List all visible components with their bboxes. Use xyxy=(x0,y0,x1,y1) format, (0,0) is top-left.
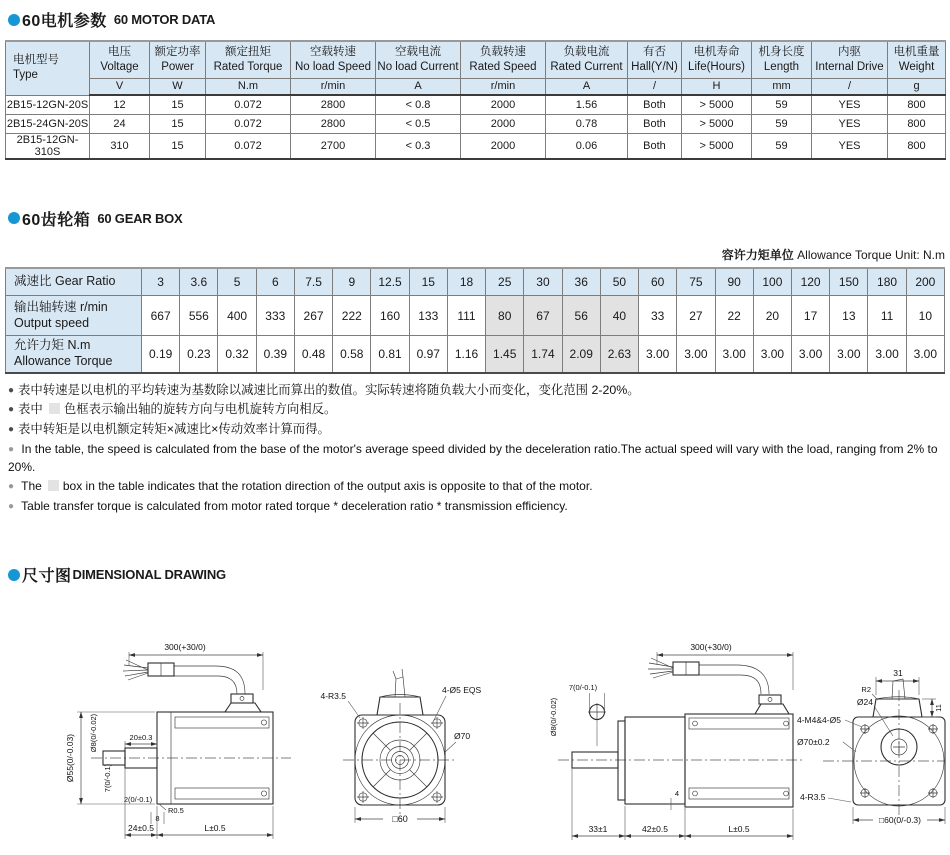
cell: Both xyxy=(628,95,682,114)
col-header-hall: 有否 Hall(Y/N) xyxy=(628,41,682,78)
cell: 15 xyxy=(150,114,206,133)
cell: 133 xyxy=(409,296,447,336)
cell: 0.97 xyxy=(409,336,447,373)
row-header-gear-ratio: 减速比 Gear Ratio xyxy=(6,268,142,296)
cell: 310 xyxy=(90,133,150,159)
gray-box-swatch xyxy=(48,480,59,491)
drawing-front-view-motor xyxy=(320,669,481,824)
unit-cell: N.m xyxy=(206,78,291,95)
drawing-side-view-motor xyxy=(65,642,291,839)
col-header-rated-speed: 负载转速 Rated Speed xyxy=(461,41,546,78)
cell: 22 xyxy=(715,296,753,336)
cell: 33 xyxy=(639,296,677,336)
col-header-length: 机身长度 Length xyxy=(752,41,812,78)
dim-corner-radius: 4-R3.5 xyxy=(800,792,826,803)
dim-step: 2(0/-0.1) xyxy=(123,795,153,805)
cell: 75 xyxy=(677,268,715,296)
drawings-svg xyxy=(5,600,945,850)
gear-ratio-row xyxy=(6,268,945,296)
bullet-dot-icon xyxy=(8,569,20,581)
cell: 59 xyxy=(752,114,812,133)
cell: > 5000 xyxy=(682,114,752,133)
cell: 15 xyxy=(409,268,447,296)
cell-reverse-rotation: 2.63 xyxy=(600,336,638,373)
cell: 59 xyxy=(752,133,812,159)
cell: 2B15-12GN-20S xyxy=(6,95,90,114)
dim-boss-diameter: Ø24 xyxy=(856,697,873,708)
cell: 0.072 xyxy=(206,114,291,133)
cell: 3.00 xyxy=(715,336,753,373)
section-title-en: DIMENSIONAL DRAWING xyxy=(72,567,226,583)
note-en-torque: ● Table transfer torque is calculated from motor rated torque * deceleration ratio * transmission efficiency. xyxy=(8,498,568,513)
motor-data-section-header xyxy=(8,8,945,31)
motor-data-table xyxy=(5,40,946,160)
cell: 333 xyxy=(256,296,294,336)
cell: 2B15-12GN-310S xyxy=(6,133,90,159)
unit-cell: W xyxy=(150,78,206,95)
cell: 2000 xyxy=(461,133,546,159)
note-zh-torque: ● 表中转矩是以电机额定转矩×减速比×传动效率计算而得。 xyxy=(8,422,330,437)
unit-cell: mm xyxy=(752,78,812,95)
cell: 13 xyxy=(830,296,868,336)
cell: 3.00 xyxy=(639,336,677,373)
cell: 3.00 xyxy=(830,336,868,373)
cell: 2800 xyxy=(291,95,376,114)
col-header-weight: 电机重量 Weight xyxy=(888,41,946,78)
cell: 6 xyxy=(256,268,294,296)
unit-cell: / xyxy=(628,78,682,95)
cell-reverse-rotation: 56 xyxy=(562,296,600,336)
dim-boss-width: 31 xyxy=(893,668,903,679)
col-header-en: Type xyxy=(13,69,38,82)
dim-shaft-length: 33±1 xyxy=(588,824,608,835)
col-header-voltage: 电压 Voltage xyxy=(90,41,150,78)
section-title-en: 60 MOTOR DATA xyxy=(113,12,216,27)
cell: 3.00 xyxy=(753,336,791,373)
dim-gearbox-length: 42±0.5 xyxy=(642,824,668,835)
cell: 3.00 xyxy=(906,336,944,373)
allowance-torque-row xyxy=(6,336,945,373)
cell: 180 xyxy=(868,268,906,296)
dim-body-length: L±0.5 xyxy=(204,823,226,834)
note-en-reverse: ● The box in the table indicates that the rotation direction of the output axis is opposite to that of the motor. xyxy=(8,479,593,494)
cell: 11 xyxy=(868,296,906,336)
dim-front-length: 24±0.5 xyxy=(128,823,154,834)
dim-boss-height: 11 xyxy=(934,704,943,712)
dim-boss-radius: R2 xyxy=(861,685,871,695)
cell: 12 xyxy=(90,95,150,114)
dim-fillet: R0.5 xyxy=(168,806,184,816)
dim-mounting-holes: 4-M4&4-Ø5 xyxy=(797,715,841,726)
cell-reverse-rotation: 1.45 xyxy=(486,336,524,373)
unit-cell: A xyxy=(376,78,461,95)
cell: < 0.8 xyxy=(376,95,461,114)
cell: 3 xyxy=(142,268,180,296)
cell: 2000 xyxy=(461,95,546,114)
col-header-noload-speed: 空载转速 No load Speed xyxy=(291,41,376,78)
motor-header-row xyxy=(6,41,946,78)
cell: YES xyxy=(812,95,888,114)
unit-cell: r/min xyxy=(461,78,546,95)
cell: 0.23 xyxy=(180,336,218,373)
cell: 800 xyxy=(888,114,946,133)
dim-square-size: □60(0/-0.3) xyxy=(879,815,921,826)
cell: 800 xyxy=(888,133,946,159)
note-zh-speed: ● 表中转速是以电机的平均转速为基数除以减速比而算出的数值。实际转速将随负载大小而变化，变化范围 2-20%。 xyxy=(8,382,640,397)
cell: 556 xyxy=(180,296,218,336)
motor-row xyxy=(6,114,946,133)
section-title-zh: 60电机参数 xyxy=(22,13,107,30)
gear-box-table xyxy=(5,267,945,374)
cell: 25 xyxy=(486,268,524,296)
cell: < 0.3 xyxy=(376,133,461,159)
footnotes xyxy=(8,382,945,516)
cell: 59 xyxy=(752,95,812,114)
drawing-side-view-gearmotor xyxy=(549,642,805,840)
cell: 0.19 xyxy=(142,336,180,373)
cell: 27 xyxy=(677,296,715,336)
cell: > 5000 xyxy=(682,133,752,159)
cell: 90 xyxy=(715,268,753,296)
cell: 3.00 xyxy=(868,336,906,373)
unit-cell: r/min xyxy=(291,78,376,95)
unit-cell: / xyxy=(812,78,888,95)
cell: 267 xyxy=(294,296,332,336)
col-header-rated-torque: 额定扭矩 Rated Torque xyxy=(206,41,291,78)
cell: 24 xyxy=(90,114,150,133)
cell: 7.5 xyxy=(294,268,332,296)
dim-cable-length: 300(+30/0) xyxy=(164,642,206,653)
col-header-noload-current: 空载电流 No load Current xyxy=(376,41,461,78)
cell: 36 xyxy=(562,268,600,296)
dim-key-flat: 7(0/-0.1) xyxy=(103,763,112,793)
cell-reverse-rotation: 2.09 xyxy=(562,336,600,373)
cell: 3.00 xyxy=(791,336,829,373)
gray-box-swatch xyxy=(49,403,60,414)
cell: YES xyxy=(812,133,888,159)
cell: 12.5 xyxy=(371,268,409,296)
cell: 222 xyxy=(333,296,371,336)
motor-row xyxy=(6,95,946,114)
row-header-output-speed: 输出轴转速 r/min Output speed xyxy=(6,296,142,336)
allowance-torque-unit-note: 容许力矩单位 Allowance Torque Unit: N.m xyxy=(721,247,945,262)
cell: 3.6 xyxy=(180,268,218,296)
dim-body-length: L±0.5 xyxy=(728,824,750,835)
cell: 111 xyxy=(447,296,485,336)
cell: 400 xyxy=(218,296,256,336)
cell: 1.56 xyxy=(546,95,628,114)
cable-wires xyxy=(123,660,148,680)
section-title-en: 60 GEAR BOX xyxy=(97,210,183,226)
cell: 667 xyxy=(142,296,180,336)
drawing-front-view-gearmotor xyxy=(797,668,945,825)
cell: 60 xyxy=(639,268,677,296)
unit-cell: H xyxy=(682,78,752,95)
note-zh-reverse: ● 表中 色框表示输出轴的旋转方向与电机旋转方向相反。 xyxy=(8,402,337,417)
col-header-life: 电机寿命 Life(Hours) xyxy=(682,41,752,78)
dim-shaft-diameter: Ø8(0/-0.02) xyxy=(549,697,558,737)
cell: 200 xyxy=(906,268,944,296)
dim-key-flat: 7(0/-0.1) xyxy=(568,683,598,693)
cell: Both xyxy=(628,114,682,133)
cell: 0.32 xyxy=(218,336,256,373)
dim-shaft-length: 20±0.3 xyxy=(129,733,153,743)
col-header-zh: 电机型号 xyxy=(13,54,59,67)
cell: 17 xyxy=(791,296,829,336)
dim-circle-diameter: Ø70 xyxy=(454,731,471,742)
cell: 120 xyxy=(791,268,829,296)
cell: 0.06 xyxy=(546,133,628,159)
cell: 0.072 xyxy=(206,95,291,114)
dimensional-drawings xyxy=(5,600,945,855)
cell: 15 xyxy=(150,133,206,159)
dim-corner-radius: 4-R3.5 xyxy=(320,691,346,702)
dim-cable-length: 300(+30/0) xyxy=(690,642,732,653)
col-header-power: 额定功率 Power xyxy=(150,41,206,78)
cell: 0.072 xyxy=(206,133,291,159)
dim-step: 4 xyxy=(674,789,680,799)
cell: 0.39 xyxy=(256,336,294,373)
cell: < 0.5 xyxy=(376,114,461,133)
gearbox-section-header xyxy=(8,207,945,230)
col-header-type xyxy=(6,41,90,95)
cell: 800 xyxy=(888,95,946,114)
cell: 100 xyxy=(753,268,791,296)
cell: 0.81 xyxy=(371,336,409,373)
cell: 2700 xyxy=(291,133,376,159)
cell: 18 xyxy=(447,268,485,296)
col-header-rated-current: 负载电流 Rated Current xyxy=(546,41,628,78)
motor-units-row xyxy=(6,78,946,95)
cell: 0.58 xyxy=(333,336,371,373)
cell-reverse-rotation: 40 xyxy=(600,296,638,336)
unit-cell: V xyxy=(90,78,150,95)
dimensional-drawing-section-header xyxy=(8,563,945,586)
bullet-dot-icon xyxy=(8,212,20,224)
cell: 150 xyxy=(830,268,868,296)
cell: > 5000 xyxy=(682,95,752,114)
cell-reverse-rotation: 67 xyxy=(524,296,562,336)
cell-reverse-rotation: 1.74 xyxy=(524,336,562,373)
section-title-zh: 尺寸图 xyxy=(22,568,72,586)
cell: 3.00 xyxy=(677,336,715,373)
unit-cell: g xyxy=(888,78,946,95)
cell: 160 xyxy=(371,296,409,336)
col-header-internal-drive: 内驱 Internal Drive xyxy=(812,41,888,78)
dim-square-size: □60 xyxy=(392,814,408,825)
cell: Both xyxy=(628,133,682,159)
dim-shaft-diameter: Ø8(0/-0.02) xyxy=(89,713,98,753)
cell: 30 xyxy=(524,268,562,296)
cell: 2000 xyxy=(461,114,546,133)
cell: YES xyxy=(812,114,888,133)
dim-boss-length: 8 xyxy=(155,814,160,824)
cell: 50 xyxy=(600,268,638,296)
cell: 20 xyxy=(753,296,791,336)
cell: 5 xyxy=(218,268,256,296)
motor-row xyxy=(6,133,946,159)
note-en-speed: ● In the table, the speed is calculated from the base of the motor's average speed divided by the deceleration ratio.The actual speed will vary with the load, ranging from 2% to 20%. xyxy=(8,442,938,474)
cell: 0.48 xyxy=(294,336,332,373)
row-header-allowance-torque: 允许力矩 N.m Allowance Torque xyxy=(6,336,142,373)
cell: 1.16 xyxy=(447,336,485,373)
cell: 15 xyxy=(150,95,206,114)
bullet-dot-icon xyxy=(8,14,20,26)
unit-cell: A xyxy=(546,78,628,95)
dim-circle-diameter: Ø70±0.2 xyxy=(797,737,830,748)
cell: 0.78 xyxy=(546,114,628,133)
dim-body-diameter: Ø55(0/-0.03) xyxy=(65,733,75,783)
cable-wires xyxy=(648,658,673,678)
dim-mounting-holes: 4-Ø5 EQS xyxy=(442,685,482,696)
cell: 2800 xyxy=(291,114,376,133)
cell: 2B15-24GN-20S xyxy=(6,114,90,133)
cell: 10 xyxy=(906,296,944,336)
cell-reverse-rotation: 80 xyxy=(486,296,524,336)
cell: 9 xyxy=(333,268,371,296)
section-title-zh: 60齿轮箱 xyxy=(22,211,91,229)
output-speed-row xyxy=(6,296,945,336)
